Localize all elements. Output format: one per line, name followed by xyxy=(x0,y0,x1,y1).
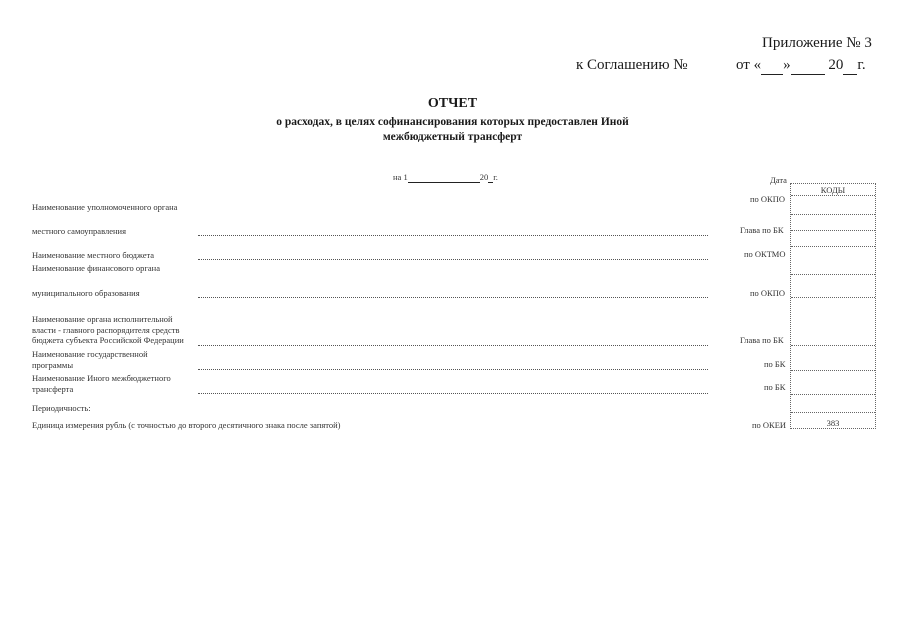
unit-label: Единица измерения рубль (с точностью до второго десятичного знака после запятой) xyxy=(32,420,341,430)
report-title: ОТЧЕТ xyxy=(427,96,478,111)
chapter-bk-label-2: Глава по БК xyxy=(740,335,784,345)
agreement-label: к Соглашению № xyxy=(576,57,688,73)
oktmo-label: по ОКТМО xyxy=(744,249,786,259)
report-subtitle-line1: о расходах, в целях софинансирования которых предоставлен Иной xyxy=(276,116,629,128)
okpo-label-1: по ОКПО xyxy=(750,194,786,204)
authorized-body-label-2: местного самоуправления xyxy=(32,226,126,236)
transfer-label-2: трансферта xyxy=(32,384,74,394)
report-date-suffix: г. xyxy=(493,172,498,182)
appendix-label: Приложение № 3 xyxy=(762,35,872,51)
agreement-date xyxy=(736,57,866,75)
executive-body-field[interactable] xyxy=(198,345,708,346)
finance-body-field[interactable] xyxy=(198,297,708,298)
state-program-field[interactable] xyxy=(198,369,708,370)
executive-body-label-3: бюджета субъекта Российской Федерации xyxy=(32,335,184,345)
report-date-prefix: на 1 xyxy=(393,172,408,182)
chapter-bk-label-1: Глава по БК xyxy=(740,225,784,235)
date-code-label: Дата xyxy=(770,175,787,185)
report-subtitle-line2: межбюджетный трансферт xyxy=(382,131,523,143)
codes-table xyxy=(790,183,876,429)
report-date-year: 20 xyxy=(479,172,489,182)
finance-body-label-2: муниципального образования xyxy=(32,288,140,298)
year-prefix: 20 xyxy=(828,57,844,73)
report-date xyxy=(393,172,498,183)
okei-code-value: 383 xyxy=(826,418,840,428)
okpo-label-2: по ОКПО xyxy=(750,288,786,298)
executive-body-label-1: Наименование органа исполнительной xyxy=(32,314,173,324)
local-budget-label: Наименование местного бюджета xyxy=(32,250,155,260)
executive-body-label-2: власти - главного распорядителя средств xyxy=(32,325,180,335)
day-blank xyxy=(761,57,783,75)
state-program-label-1: Наименование государственной xyxy=(32,349,148,359)
periodicity-label: Периодичность: xyxy=(32,403,91,413)
okei-label: по ОКЕИ xyxy=(752,420,787,430)
year-blank xyxy=(843,57,857,75)
state-program-label-2: программы xyxy=(32,360,74,370)
bk-label-2: по БК xyxy=(764,382,786,392)
authorized-body-label-1: Наименование уполномоченного органа xyxy=(32,202,178,212)
bk-label-1: по БК xyxy=(764,359,786,369)
year-suffix: г. xyxy=(857,57,866,73)
date-prefix: от « xyxy=(736,57,762,73)
date-mid: » xyxy=(783,57,791,73)
transfer-field[interactable] xyxy=(198,393,708,394)
transfer-label-1: Наименование Иного межбюджетного xyxy=(32,373,171,383)
codes-header: КОДЫ xyxy=(820,185,846,195)
authorized-body-field[interactable] xyxy=(198,235,708,236)
report-date-blank xyxy=(408,172,480,183)
month-blank xyxy=(791,57,825,75)
finance-body-label-1: Наименование финансового органа xyxy=(32,263,160,273)
local-budget-field[interactable] xyxy=(198,259,708,260)
